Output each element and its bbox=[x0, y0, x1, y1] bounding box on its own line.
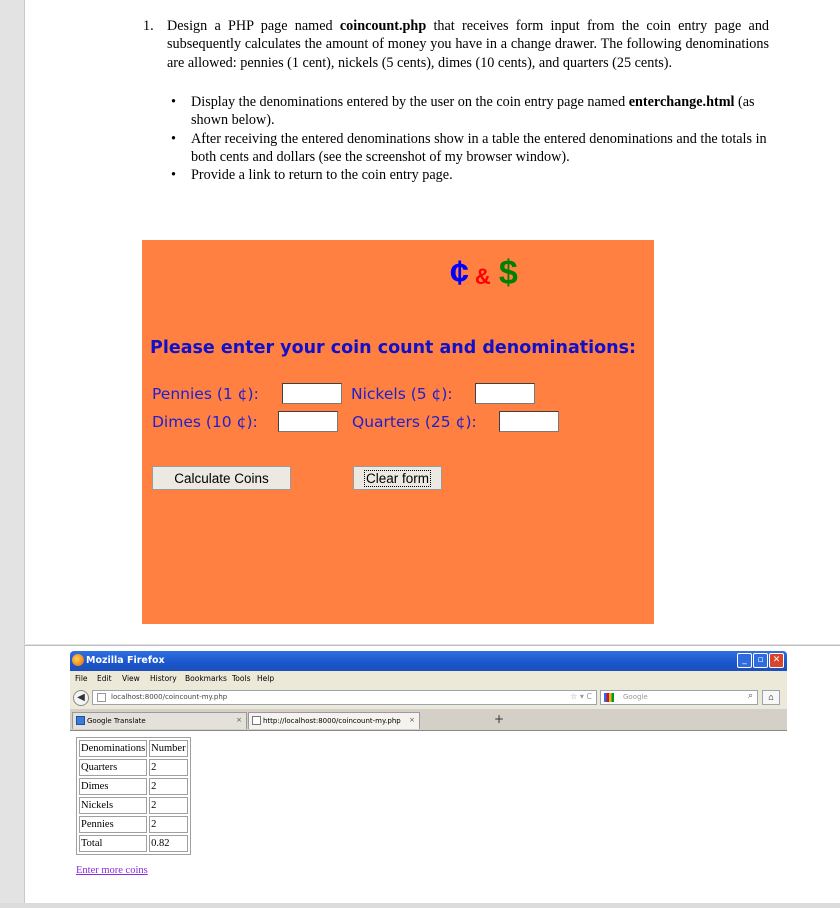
search-bar[interactable] bbox=[600, 690, 758, 705]
table-row: Nickels 2 bbox=[79, 797, 188, 814]
menu-history[interactable]: History bbox=[150, 674, 177, 683]
question-intro: Design a PHP page named coincount.php that receives form input from the coin entry page and subsequently calculates the amount of money you have in a change drawer. The following denominations are allowed: pennies (1 cent), nickels (5 cents), dimes (10 cents), and quarters (25 cents). bbox=[167, 18, 770, 71]
minimize-icon[interactable]: _ bbox=[737, 653, 752, 668]
table-row: Pennies 2 bbox=[79, 816, 188, 833]
dollar-sign: $ bbox=[498, 254, 518, 292]
google-icon bbox=[604, 693, 614, 702]
firefox-window bbox=[70, 651, 787, 731]
bullet-icon: • bbox=[171, 94, 176, 110]
tab-google-translate[interactable]: Google Translate × bbox=[72, 712, 247, 729]
enter-more-coins-link[interactable]: Enter more coins bbox=[76, 865, 148, 876]
pennies-input[interactable] bbox=[282, 383, 342, 404]
menu-bookmarks[interactable]: Bookmarks bbox=[185, 674, 227, 683]
form-prompt: Please enter your coin count and denominations: bbox=[150, 338, 637, 358]
tab-close-icon[interactable]: × bbox=[236, 716, 242, 724]
coin-entry-form bbox=[142, 240, 654, 624]
restore-icon[interactable]: ▫ bbox=[753, 653, 768, 668]
table-header bbox=[79, 740, 188, 757]
dimes-input[interactable] bbox=[278, 411, 338, 432]
nickels-label: Nickels (5 ¢): bbox=[351, 385, 453, 403]
bookmark-star-icon[interactable]: ☆ ▾ C bbox=[570, 692, 592, 701]
list-item: • Provide a link to return to the coin entry page. bbox=[171, 167, 453, 184]
question-number: 1. bbox=[143, 18, 154, 34]
home-icon[interactable]: ⌂ bbox=[762, 690, 780, 705]
page-icon bbox=[97, 693, 106, 702]
menu-help[interactable]: Help bbox=[257, 674, 275, 683]
search-icon[interactable]: ⌕ bbox=[747, 691, 753, 701]
quarters-input[interactable] bbox=[499, 411, 559, 432]
pennies-label: Pennies (1 ¢): bbox=[152, 385, 259, 403]
dimes-label: Dimes (10 ¢): bbox=[152, 413, 258, 431]
title-bar bbox=[70, 651, 787, 671]
window-title: Mozilla Firefox bbox=[86, 655, 165, 666]
ampersand: & bbox=[474, 264, 491, 289]
cent-sign: ¢ bbox=[450, 254, 469, 292]
menu-tools[interactable]: Tools bbox=[232, 674, 251, 683]
results-table bbox=[76, 737, 191, 855]
filename-coincount: coincount.php bbox=[339, 18, 427, 34]
menu-view[interactable]: View bbox=[122, 674, 140, 683]
cents-dollars-logo bbox=[450, 254, 518, 293]
tab-close-icon[interactable]: × bbox=[409, 716, 415, 724]
page-bottom-edge bbox=[0, 903, 840, 908]
table-row-total: Total 0.82 bbox=[79, 835, 188, 852]
list-item: • Display the denominations entered by the user on the coin entry page named enterchange.html (as shown below). bbox=[171, 94, 755, 129]
menu-file[interactable]: File bbox=[75, 674, 88, 683]
new-tab-icon[interactable]: + bbox=[494, 712, 505, 726]
google-translate-icon bbox=[76, 716, 85, 725]
filename-enterchange: enterchange.html bbox=[628, 94, 735, 110]
header-number: Number bbox=[149, 740, 187, 757]
menu-edit[interactable]: Edit bbox=[97, 674, 112, 683]
requirements-list bbox=[167, 93, 769, 184]
table-row: Quarters 2 bbox=[79, 759, 188, 776]
bullet-icon: • bbox=[171, 130, 176, 147]
list-item: • After receiving the entered denominations show in a table the entered denominations and the totals in both cents and dollars (see the screenshot of my browser window). bbox=[171, 130, 767, 165]
header-denominations: Denominations bbox=[79, 740, 147, 757]
nickels-input[interactable] bbox=[475, 383, 535, 404]
calculate-coins-button[interactable]: Calculate Coins bbox=[152, 466, 291, 490]
table-row: Dimes 2 bbox=[79, 778, 188, 795]
navigation-bar bbox=[70, 687, 787, 709]
url-bar[interactable] bbox=[92, 690, 597, 705]
back-arrow-icon[interactable]: ◀ bbox=[73, 690, 89, 706]
clear-form-button[interactable]: Clear form bbox=[353, 466, 442, 490]
search-placeholder: Google bbox=[623, 693, 648, 701]
url-text: localhost:8000/coincount-my.php bbox=[111, 693, 228, 701]
close-icon[interactable]: ✕ bbox=[769, 653, 784, 668]
page-icon bbox=[252, 716, 261, 725]
tab-strip bbox=[70, 709, 787, 731]
quarters-label: Quarters (25 ¢): bbox=[352, 413, 477, 431]
firefox-logo-icon bbox=[72, 654, 84, 666]
menu-bar bbox=[70, 671, 787, 687]
bullet-icon: • bbox=[171, 167, 176, 184]
tab-coincount[interactable]: http://localhost:8000/coincount-my.php × bbox=[248, 712, 420, 729]
